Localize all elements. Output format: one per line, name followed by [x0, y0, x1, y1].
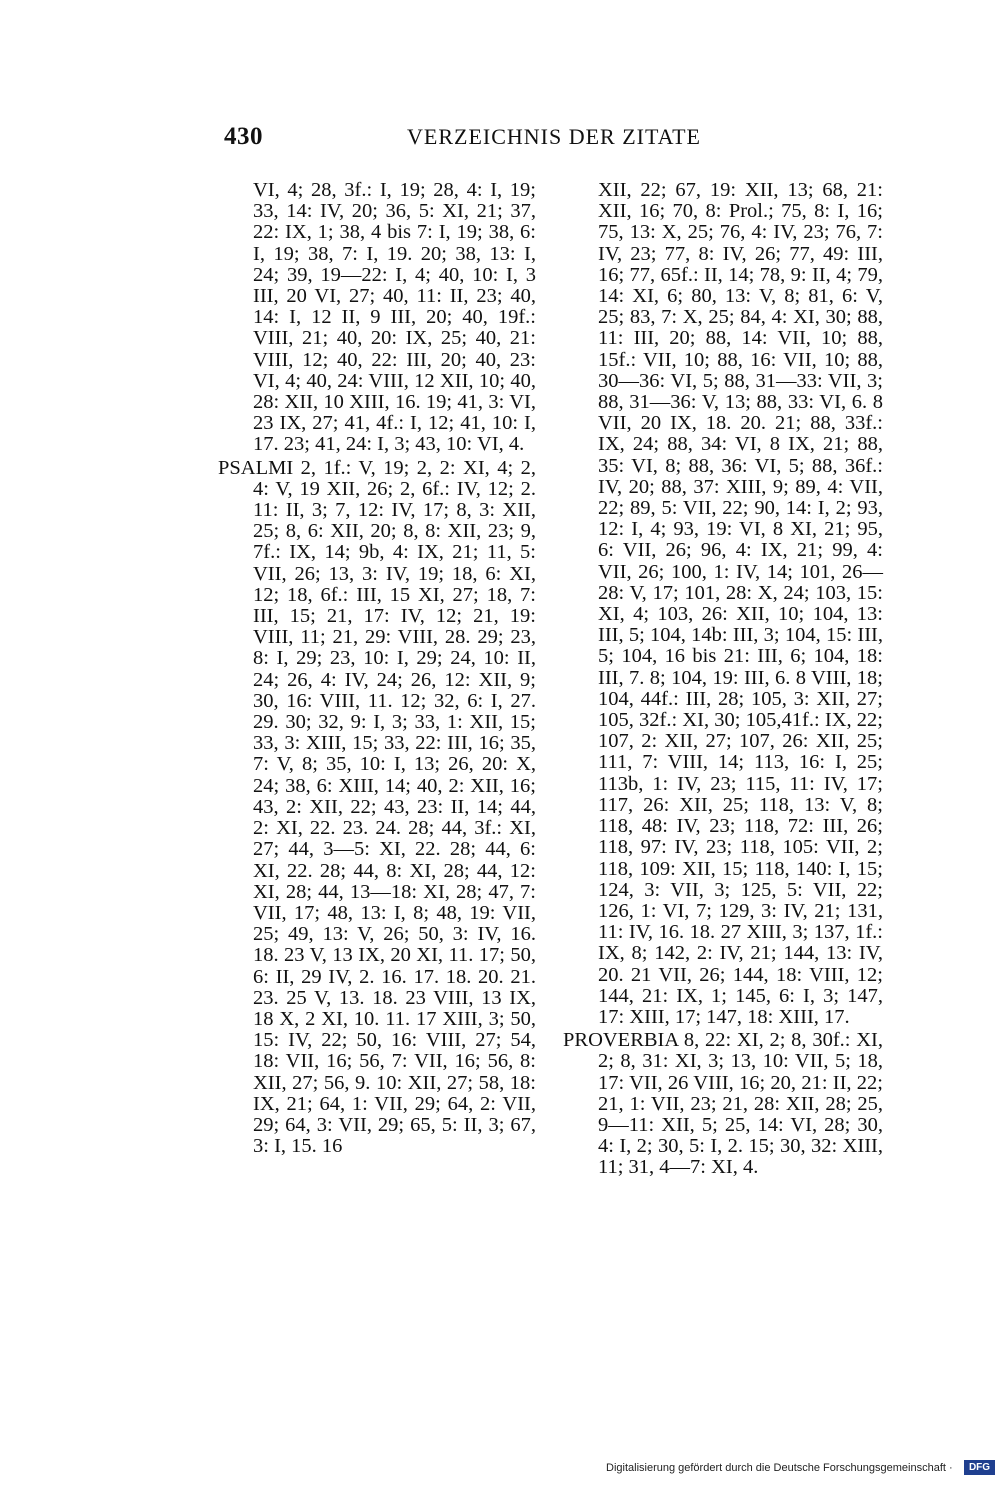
- citation-entry-psalmi-continuation: XII, 22; 67, 19: XII, 13; 68, 21: XII, 16; 70, 8: Prol.; 75, 8: I, 16; 75, 13: X, 25; 76, 4: IV, 23; 76, 7: IV, 23; 77, 8: IV, 26; 77, 49: III, 16; 77, 65f.: II, 14; 78, 9: II, 4; 79, 14: XI, 6; 80, 13: V, 8; 81, 6: V, 25; 83, 7: X, 25; 84, 4: XI, 30; 88, 11: III, 20; 88, 14: VII, 10; 88, 15f.: VII, 10; 88, 16: VII, 10; 88, 30—36: VI, 5; 88, 31—33: VII, 3; 88, 31—36: V, 13; 88, 33: VI, 6. 8 VII, 20 IX, 18. 20. 21; 88, 33f.: IX, 24; 88, 34: VI, 8 IX, 21; 88, 35: VI, 8; 88, 36: VI, 5; 88, 36f.: IV, 20; 88, 37: XIII, 9; 89, 4: VII, 22; 89, 5: VII, 22; 90, 14: I, 2; 93, 12: I, 4; 93, 19: VI, 8 XI, 21; 95, 6: VII, 26; 96, 4: IX, 21; 99, 4: VII, 26; 100, 1: IV, 14; 101, 26—28: V, 17; 101, 28: X, 24; 103, 15: XI, 4; 103, 26: XII, 10; 104, 13: III, 5; 104, 14b: III, 3; 104, 15: III, 5; 104, 16 bis 21: III, 6; 104, 18: III, 7. 8; 104, 19: III, 6. 8 VIII, 18; 104, 44f.: III, 28; 105, 3: XII, 27; 105, 32f.: XI, 30; 105,41f.: IX, 22; 107, 2: XII, 27; 107, 26: XII, 25; 111, 7: VIII, 14; 113, 16: I, 25; 113b, 1: IV, 23; 115, 11: IV, 17; 117, 26: XII, 25; 118, 13: V, 8; 118, 48: IV, 23; 118, 72: III, 26; 118, 97: IV, 23; 118, 105: VII, 2; 118, 109: XII, 15; 118, 140: I, 15; 124, 3: VII, 3; 125, 5: VII, 22; 126, 1: VI, 7; 129, 3: IV, 21; 131, 11: IV, 16. 18. 27 XIII, 3; 137, 1f.: IX, 8; 142, 2: IV, 21; 144, 13: IV, 20. 21 VII, 26; 144, 18: VIII, 12; 144, 21: IX, 1; 145, 6: I, 3; 147, 17: XIII, 17; 147, 18: XIII, 17.: [598, 179, 883, 1028]
- citation-entry-psalmi: PSALMI 2, 1f.: V, 19; 2, 2: XI, 4; 2, 4: V, 19 XII, 26; 2, 6f.: IV, 12; 2. 11: II, 3; 7, 12: IV, 17; 8, 3: XII, 25; 8, 6: XII, 20; 8, 8: XII, 23; 9, 7f.: IX, 14; 9b, 4: IX, 21; 11, 5: VII, 26; 13, 3: IV, 19; 18, 6: XI, 12; 18, 6f.: III, 15 XI, 27; 18, 7: III, 15; 21, 17: IV, 12; 21, 19: VIII, 11; 21, 29: VIII, 28. 29; 23, 8: I, 29; 23, 10: I, 29; 24, 10: II, 24; 26, 4: IV, 24; 26, 12: XII, 9; 30, 16: VIII, 11. 12; 32, 6: I, 27. 29. 30; 32, 9: I, 3; 33, 1: XII, 15; 33, 3: XIII, 15; 33, 22: III, 16; 35, 7: V, 8; 35, 10: I, 13; 26, 20: X, 24; 38, 6: XIII, 14; 40, 2: XII, 16; 43, 2: XII, 22; 43, 23: II, 14; 44, 2: XI, 22. 23. 24. 28; 44, 3f.: XI, 27; 44, 3—5: XI, 22. 28; 44, 6: XI, 22. 28; 44, 8: XI, 28; 44, 12: XI, 28; 44, 13—18: XI, 28; 47, 7: VII, 17; 48, 13: I, 8; 48, 19: VII, 25; 49, 13: V, 26; 50, 3: IV, 16. 18. 23 V, 13 IX, 20 XI, 11. 17; 50, 6: II, 29 IV, 2. 16. 17. 18. 20. 21. 23. 25 V, 13. 18. 23 VIII, 13 IX, 18 X, 2 XI, 10. 11. 17 XIII, 3; 50, 15: IV, 22; 50, 16: VIII, 27; 54, 18: VII, 16; 56, 7: VII, 16; 56, 8: XII, 27; 56, 9. 10: XII, 27; 58, 18: IX, 21; 64, 1: VII, 29; 64, 2: VII, 29; 64, 3: VII, 29; 65, 5: II, 3; 67, 3: I, 15. 16: [218, 456, 536, 1158]
- digitization-footer: Digitalisierung gefördert durch die Deutsche Forschungsgemeinschaft ·: [606, 1462, 953, 1474]
- left-column: [218, 180, 536, 1157]
- dfg-logo: DFG: [964, 1460, 995, 1475]
- running-title: VERZEICHNIS DER ZITATE: [407, 124, 701, 149]
- citation-entry-continuation: VI, 4; 28, 3f.: I, 19; 28, 4: I, 19; 33, 14: IV, 20; 36, 5: XI, 21; 37, 22: IX, 1; 38, 4 bis 7: I, 19; 38, 6: I, 19; 38, 7: I, 19. 20; 38, 13: I, 24; 39, 19—22: I, 4; 40, 10: I, 3 III, 20 VI, 27; 40, 11: II, 23; 40, 14: I, 12 II, 9 III, 20; 40, 19f.: VIII, 21; 40, 20: IX, 25; 40, 21: VIII, 12; 40, 22: III, 20; 40, 23: VI, 4; 40, 24: VIII, 12 XII, 10; 40, 28: XII, 10 XIII, 16. 19; 41, 3: VI, 23 IX, 27; 41, 4f.: I, 12; 41, 10: I, 17. 23; 41, 24: I, 3; 43, 10: VI, 4.: [253, 179, 536, 456]
- right-column: [563, 180, 883, 1179]
- citation-entry-proverbia: PROVERBIA 8, 22: XI, 2; 8, 30f.: XI, 2; 8, 31: XI, 3; 13, 10: VII, 5; 18, 17: VII, 26 VIII, 16; 20, 21: II, 22; 21, 1: VII, 23; 21, 28: XII, 28; 25, 9—11: XII, 5; 25, 14: VI, 28; 30, 4: I, 2; 30, 5: I, 2. 15; 30, 32: XIII, 11; 31, 4—7: XI, 4.: [563, 1029, 883, 1179]
- page-number: 430: [224, 123, 263, 150]
